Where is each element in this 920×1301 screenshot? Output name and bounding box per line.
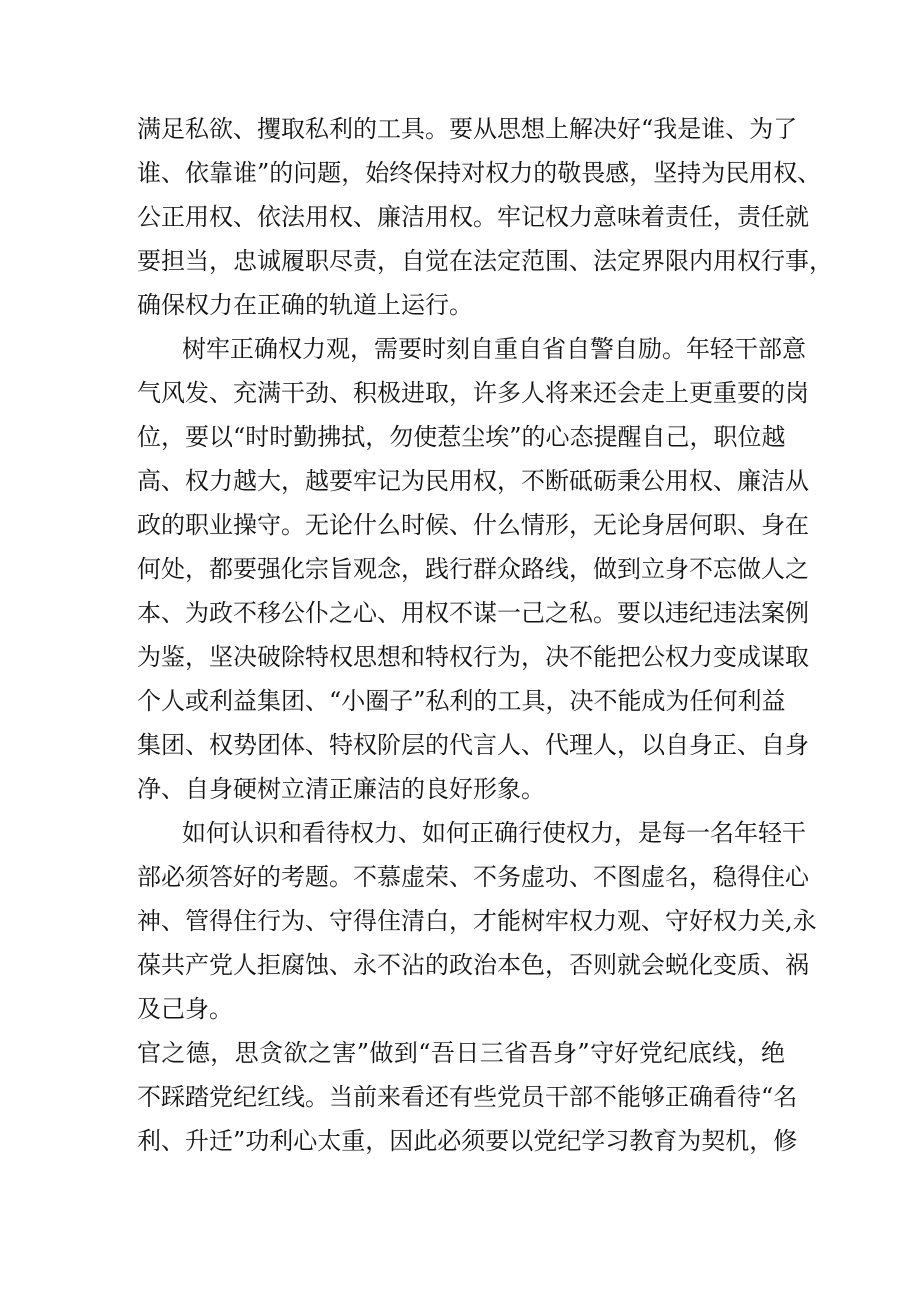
- paragraph-1-line-1: 满足私欲、攫取私利的工具。要从思想上解决好“我是谁、为了: [137, 115, 798, 143]
- paragraph-2-line-8: 为鉴，坚决破除特权思想和特权行为，决不能把公权力变成谋取: [137, 643, 809, 671]
- paragraph-1-line-5: 确保权力在正确的轨道上运行。: [137, 291, 473, 319]
- paragraph-2-line-5: 政的职业操守。无论什么时候、什么情形，无论身居何职、身在: [137, 511, 809, 539]
- paragraph-1-line-4: 要担当，忠诚履职尽责，自觉在法定范围、法定界限内用权行事，: [137, 247, 833, 275]
- paragraph-4-line-1: 官之德，思贪欲之害”做到“吾日三省吾身”守好党纪底线，绝: [137, 1039, 785, 1067]
- paragraph-2-line-10: 集团、权势团体、特权阶层的代言人、代理人，以自身正、自身: [137, 731, 809, 759]
- paragraph-2-line-1: 树牢正确权力观，需要时刻自重自省自警自励。年轻干部意: [182, 335, 806, 363]
- paragraph-3-line-2: 部必须答好的考题。不慕虚荣、不务虚功、不图虚名，稳得住心: [137, 863, 809, 891]
- paragraph-2-line-2: 气风发、充满干劲、积极进取，许多人将来还会走上更重要的岗: [137, 379, 809, 407]
- paragraph-3-line-5: 及己身。: [137, 995, 233, 1023]
- paragraph-2-line-4: 高、权力越大，越要牢记为民用权，不断砥砺秉公用权、廉洁从: [137, 467, 809, 495]
- paragraph-2-line-3: 位，要以“时时勤拂拭，勿使惹尘埃”的心态提醒自己，职位越: [137, 423, 786, 451]
- paragraph-2-line-7: 本、为政不移公仆之心、用权不谋一己之私。要以违纪违法案例: [137, 599, 809, 627]
- paragraph-2-line-6: 何处，都要强化宗旨观念，践行群众路线，做到立身不忘做人之: [137, 555, 809, 583]
- paragraph-4-line-2: 不踩踏党纪红线。当前来看还有些党员干部不能够正确看待“名: [137, 1083, 798, 1111]
- paragraph-3-line-3: 神、管得住行为、守得住清白，才能树牢权力观、守好权力关,永: [137, 907, 817, 935]
- paragraph-3-line-1: 如何认识和看待权力、如何正确行使权力，是每一名年轻干: [182, 819, 806, 847]
- paragraph-1-line-3: 公正用权、依法用权、廉洁用权。牢记权力意味着责任，责任就: [137, 203, 809, 231]
- paragraph-4-line-3: 利、升迁”功利心太重，因此必须要以党纪学习教育为契机，修: [137, 1127, 798, 1155]
- paragraph-2-line-11: 净、自身硬树立清正廉洁的良好形象。: [137, 775, 545, 803]
- paragraph-3-line-4: 葆共产党人拒腐蚀、永不沾的政治本色，否则就会蜕化变质、祸: [137, 951, 809, 979]
- paragraph-1-line-2: 谁、依靠谁”的问题，始终保持对权力的敬畏感，坚持为民用权、: [137, 159, 822, 187]
- paragraph-2-line-9: 个人或利益集团、“小圈子”私利的工具，决不能成为任何利益: [137, 687, 786, 715]
